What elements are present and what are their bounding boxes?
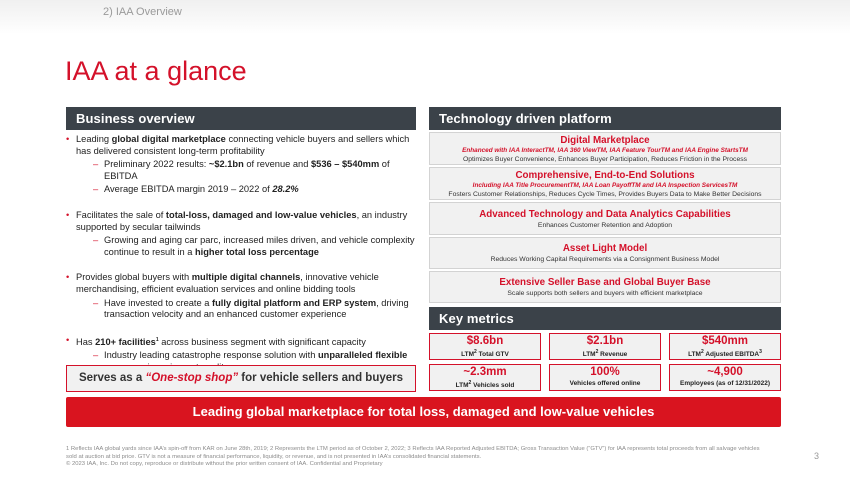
bullet-marketplace <box>66 134 416 196</box>
tech-item-asset-light <box>429 237 781 269</box>
sub-text: Average EBITDA margin 2019 – 2022 of <box>104 184 273 195</box>
metric-employees <box>669 364 781 391</box>
bullet-text: connecting vehicle buyers and sellers which has delivered consistent long-term profitability <box>76 134 410 156</box>
tech-item-seller-buyer-base <box>429 271 781 303</box>
sub-text: , driving transaction velocity and an enhanced customer experience <box>104 297 409 320</box>
bullet-text: , innovative vehicle merchandising, efficient evaluation services and online bidding tools <box>76 272 379 294</box>
metric-adjusted-ebitda <box>669 333 781 360</box>
metric-label: LTM$^2$ Vehicles sold <box>455 380 515 390</box>
metric-label: Employees (as of 12/31/2022) <box>680 380 770 387</box>
footnote-definitions: 1 Reflects IAA global yards since IAA’s spin-off from KAR on June 28th, 2019; 2 Represents the LTM period as of October 2, 2022; 3 Reflects IAA Reported Adjusted EBITDA; Gross Transaction Value (“GTV”) for IAA represents total proceeds from all salvage vehicles sold at auction at bid price. GTV is not a measure of financial performance, liquidity, or revenue, and is not presented in IAA’s consolidated financial statements. <box>66 446 760 460</box>
tech-item-title: Asset Light Model <box>562 243 648 254</box>
tech-item-subtitle: Including IAA Title ProcurementTM, IAA Loan PayoffTM and IAA Inspection ServicesTM <box>472 182 738 189</box>
metric-vehicles-sold <box>429 364 541 391</box>
section-tag: 2) IAA Overview <box>103 6 182 18</box>
sub-bold: higher total loss percentage <box>194 246 319 257</box>
business-bullets <box>66 134 416 383</box>
bullet-bold: total-loss, damaged and low-value vehicles <box>165 209 357 220</box>
bullet-text: Provides global buyers with <box>76 272 192 283</box>
summary-banner: Leading global marketplace for total loss, damaged and low-value vehicles <box>66 397 781 427</box>
bullet-text: Leading <box>76 134 112 144</box>
page-number: 3 <box>814 451 820 461</box>
tech-item-title: Advanced Technology and Data Analytics Capabilities <box>479 209 731 220</box>
key-metrics-header <box>429 307 781 330</box>
metric-label: LTM$^2$ Revenue <box>582 349 628 359</box>
sub-bullet <box>76 159 416 182</box>
bullet-bold: global digital marketplace <box>111 134 226 144</box>
metric-label: LTM$^2$ Total GTV <box>461 349 509 359</box>
bullet-bold: multiple digital channels <box>191 272 301 283</box>
sub-bold: 28.2% <box>272 184 299 195</box>
technology-header <box>429 107 781 130</box>
tech-item-digital-marketplace <box>429 132 781 165</box>
page-title: IAA at a glance <box>65 56 247 86</box>
footnote-marker: 1 <box>155 336 159 343</box>
bullet-total-loss <box>66 210 416 258</box>
key-metrics-heading: Key metrics <box>439 311 514 326</box>
sub-text: of EBITDA <box>104 159 390 181</box>
callout-text: Serves as a <box>78 372 146 384</box>
tech-item-description: Enhances Customer Retention and Adoption <box>537 222 673 229</box>
sub-text: of revenue and <box>243 159 311 170</box>
footnotes <box>66 446 766 469</box>
bullet-text: , an industry supported by secular tailwinds <box>76 209 408 232</box>
metric-vehicles-online <box>549 364 661 391</box>
tech-item-description: Reduces Working Capital Requirements via a Consignment Business Model <box>490 256 720 263</box>
metric-value: $540mm <box>701 335 749 347</box>
sub-bold: ~$2.1bn <box>208 159 244 170</box>
tech-item-description: Scale supports both sellers and buyers with efficient marketplace <box>507 290 703 297</box>
tech-item-title: Extensive Seller Base and Global Buyer Base <box>499 277 711 288</box>
tech-item-title: Comprehensive, End-to-End Solutions <box>515 170 695 181</box>
business-overview-header <box>66 107 416 130</box>
technology-heading: Technology driven platform <box>439 111 612 126</box>
sub-bullet <box>76 235 416 258</box>
sub-text: Growing and aging car parc, increased miles driven, and vehicle complexity continue to result in a <box>104 235 415 257</box>
bullet-text: across business segment with significant capacity <box>158 336 366 347</box>
metric-total-gtv <box>429 333 541 360</box>
one-stop-shop-callout <box>66 365 416 392</box>
metric-value: 100% <box>590 366 620 378</box>
tech-item-end-to-end <box>429 167 781 200</box>
metric-value: ~2.3mm <box>463 366 507 378</box>
copyright-notice: © 2023 IAA, Inc. Do not copy, reproduce or distribute without the prior written consent of IAA. Confidential and Proprietary <box>66 461 383 468</box>
callout-text: for vehicle sellers and buyers <box>238 372 404 384</box>
metric-revenue <box>549 333 661 360</box>
tech-item-data-analytics <box>429 202 781 235</box>
sub-bullet <box>76 298 416 321</box>
bullet-bold: 210+ facilities <box>95 336 156 347</box>
metric-value: $8.6bn <box>466 335 504 347</box>
sub-bold: $536 – $540mm <box>310 159 380 170</box>
tech-item-subtitle: Enhanced with IAA InteractTM, IAA 360 ViewTM, IAA Feature TourTM and IAA Engine StartsTM <box>462 147 748 154</box>
sub-bullet <box>76 184 416 196</box>
bullet-text: Has <box>76 336 96 347</box>
sub-text: Industry leading catastrophe response solution with <box>104 350 318 361</box>
sub-text: Preliminary 2022 results: <box>104 159 209 170</box>
metric-label: LTM$^2$ Adjusted EBITDA$^3$ <box>688 349 762 359</box>
sub-bold: unparalleled flexible <box>317 350 408 361</box>
callout-emphasis: “One-stop shop” <box>145 372 239 384</box>
metric-value: $2.1bn <box>586 335 624 347</box>
tech-item-description: Fosters Customer Relationships, Reduces Cycle Times, Provides Buyers Data to Make Better Decisions <box>448 191 762 198</box>
bullet-text: Facilitates the sale of <box>76 209 166 220</box>
metric-value: ~4,900 <box>707 366 743 378</box>
sub-text: Have invested to create a <box>104 297 213 308</box>
sub-bold: fully digital platform and ERP system <box>212 297 377 308</box>
business-overview-heading: Business overview <box>76 111 195 126</box>
metric-label: Vehicles offered online <box>569 380 641 387</box>
tech-item-title: Digital Marketplace <box>560 135 650 146</box>
tech-item-description: Optimizes Buyer Convenience, Enhances Buyer Participation, Reduces Friction in the Process <box>462 156 748 163</box>
bullet-digital-channels <box>66 272 416 320</box>
